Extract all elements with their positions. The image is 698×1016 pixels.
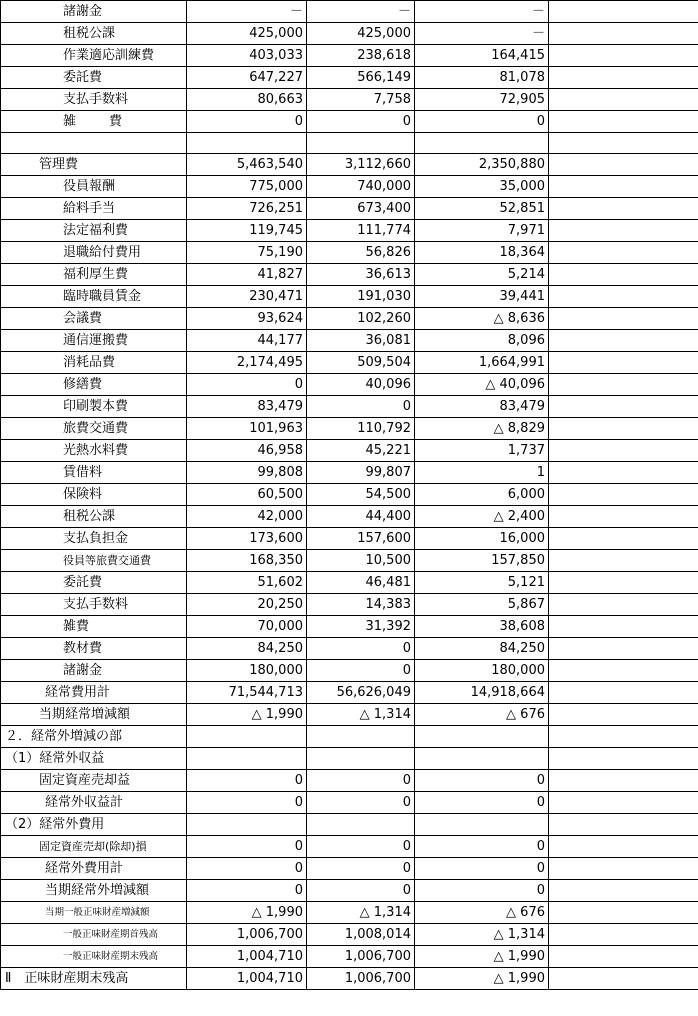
- current-year-cell[interactable]: 51,602: [187, 572, 307, 594]
- prior-year-cell[interactable]: －: [307, 1, 415, 23]
- change-cell[interactable]: 35,000: [415, 176, 549, 198]
- empty-cell[interactable]: [549, 176, 698, 198]
- prior-year-cell[interactable]: [307, 814, 415, 836]
- account-label[interactable]: 保険料: [1, 484, 187, 506]
- prior-year-cell[interactable]: 46,481: [307, 572, 415, 594]
- empty-cell[interactable]: [549, 682, 698, 704]
- prior-year-cell[interactable]: 0: [307, 660, 415, 682]
- table-row: [1, 89, 698, 111]
- empty-cell[interactable]: [549, 133, 698, 154]
- prior-year-cell[interactable]: 0: [307, 111, 415, 133]
- current-year-cell[interactable]: 1,006,700: [187, 924, 307, 946]
- table-row: [1, 968, 698, 990]
- prior-year-cell[interactable]: 40,096: [307, 374, 415, 396]
- empty-cell[interactable]: [549, 770, 698, 792]
- table-row: [1, 308, 698, 330]
- empty-cell[interactable]: [549, 67, 698, 89]
- account-label[interactable]: 当期経常外増減額: [1, 880, 187, 902]
- account-label[interactable]: 当期経常増減額: [1, 704, 187, 726]
- account-label[interactable]: 印刷製本費: [1, 396, 187, 418]
- table-row: [1, 770, 698, 792]
- empty-cell[interactable]: [549, 858, 698, 880]
- prior-year-cell[interactable]: 673,400: [307, 198, 415, 220]
- account-label[interactable]: 経常外費用計: [1, 858, 187, 880]
- empty-cell[interactable]: [549, 594, 698, 616]
- account-label[interactable]: 役員報酬: [1, 176, 187, 198]
- change-cell[interactable]: △ 2,400: [415, 506, 549, 528]
- account-label[interactable]: 光熱水料費: [1, 440, 187, 462]
- empty-cell[interactable]: [549, 968, 698, 990]
- empty-cell[interactable]: [549, 286, 698, 308]
- prior-year-cell[interactable]: 56,626,049: [307, 682, 415, 704]
- empty-cell[interactable]: [549, 330, 698, 352]
- prior-year-cell[interactable]: 102,260: [307, 308, 415, 330]
- account-label[interactable]: 経常外収益計: [1, 792, 187, 814]
- prior-year-cell[interactable]: 157,600: [307, 528, 415, 550]
- prior-year-cell[interactable]: 191,030: [307, 286, 415, 308]
- current-year-cell[interactable]: [187, 814, 307, 836]
- empty-cell[interactable]: [549, 550, 698, 572]
- change-cell[interactable]: 84,250: [415, 638, 549, 660]
- prior-year-cell[interactable]: 1,006,700: [307, 968, 415, 990]
- current-year-cell[interactable]: 230,471: [187, 286, 307, 308]
- empty-cell[interactable]: [549, 264, 698, 286]
- empty-cell[interactable]: [549, 638, 698, 660]
- current-year-cell[interactable]: 0: [187, 374, 307, 396]
- change-cell[interactable]: 164,415: [415, 45, 549, 67]
- change-cell[interactable]: 0: [415, 792, 549, 814]
- table-row: [1, 133, 698, 154]
- account-label[interactable]: 雑費: [1, 616, 187, 638]
- prior-year-cell[interactable]: 54,500: [307, 484, 415, 506]
- change-cell[interactable]: －: [415, 23, 549, 45]
- account-label[interactable]: 雑 費: [1, 111, 187, 133]
- empty-cell[interactable]: [549, 154, 698, 176]
- current-year-cell[interactable]: 83,479: [187, 396, 307, 418]
- account-label[interactable]: （2）経常外費用: [1, 814, 187, 836]
- empty-cell[interactable]: [549, 506, 698, 528]
- current-year-cell[interactable]: 2,174,495: [187, 352, 307, 374]
- current-year-cell[interactable]: 119,745: [187, 220, 307, 242]
- change-cell[interactable]: 2,350,880: [415, 154, 549, 176]
- account-label[interactable]: 一般正味財産期首残高: [1, 924, 187, 946]
- empty-cell[interactable]: [549, 462, 698, 484]
- empty-cell[interactable]: [549, 242, 698, 264]
- empty-cell[interactable]: [549, 792, 698, 814]
- table-row: [1, 880, 698, 902]
- prior-year-cell[interactable]: 566,149: [307, 67, 415, 89]
- empty-cell[interactable]: [549, 418, 698, 440]
- prior-year-cell[interactable]: 56,826: [307, 242, 415, 264]
- empty-cell[interactable]: [549, 660, 698, 682]
- empty-cell[interactable]: [549, 946, 698, 968]
- table-row: [1, 528, 698, 550]
- account-label[interactable]: 役員等旅費交通費: [1, 550, 187, 572]
- account-label[interactable]: 支払負担金: [1, 528, 187, 550]
- account-label[interactable]: 管理費: [1, 154, 187, 176]
- prior-year-cell[interactable]: 0: [307, 792, 415, 814]
- table-row: [1, 23, 698, 45]
- account-label[interactable]: 修繕費: [1, 374, 187, 396]
- change-cell[interactable]: 7,971: [415, 220, 549, 242]
- current-year-cell[interactable]: [187, 726, 307, 748]
- current-year-cell[interactable]: 403,033: [187, 45, 307, 67]
- table-row: [1, 572, 698, 594]
- account-label[interactable]: 固定資産売却(除却)損: [1, 836, 187, 858]
- prior-year-cell[interactable]: △ 1,314: [307, 902, 415, 924]
- table-row: [1, 726, 698, 748]
- empty-cell[interactable]: [549, 1, 698, 23]
- table-row: [1, 176, 698, 198]
- table-row: [1, 616, 698, 638]
- current-year-cell[interactable]: 20,250: [187, 594, 307, 616]
- change-cell[interactable]: 83,479: [415, 396, 549, 418]
- change-cell[interactable]: 8,096: [415, 330, 549, 352]
- prior-year-cell[interactable]: 31,392: [307, 616, 415, 638]
- table-row: [1, 330, 698, 352]
- empty-cell[interactable]: [549, 902, 698, 924]
- current-year-cell[interactable]: 0: [187, 836, 307, 858]
- current-year-cell[interactable]: [187, 748, 307, 770]
- current-year-cell[interactable]: 0: [187, 792, 307, 814]
- change-cell[interactable]: 0: [415, 836, 549, 858]
- prior-year-cell[interactable]: 740,000: [307, 176, 415, 198]
- current-year-cell[interactable]: 60,500: [187, 484, 307, 506]
- table-row: [1, 67, 698, 89]
- table-row: [1, 111, 698, 133]
- account-label[interactable]: （1）経常外収益: [1, 748, 187, 770]
- account-label[interactable]: 退職給付費用: [1, 242, 187, 264]
- table-row: [1, 638, 698, 660]
- statement-rows: [1, 1, 698, 990]
- current-year-cell[interactable]: 726,251: [187, 198, 307, 220]
- current-year-cell[interactable]: 0: [187, 111, 307, 133]
- prior-year-cell[interactable]: 1,008,014: [307, 924, 415, 946]
- prior-year-cell[interactable]: [307, 748, 415, 770]
- current-year-cell[interactable]: △ 1,990: [187, 902, 307, 924]
- account-label[interactable]: 法定福利費: [1, 220, 187, 242]
- empty-cell[interactable]: [549, 726, 698, 748]
- current-year-cell[interactable]: 75,190: [187, 242, 307, 264]
- change-cell[interactable]: △ 8,829: [415, 418, 549, 440]
- account-label[interactable]: 通信運搬費: [1, 330, 187, 352]
- change-cell[interactable]: 5,121: [415, 572, 549, 594]
- change-cell[interactable]: 5,867: [415, 594, 549, 616]
- prior-year-cell[interactable]: 238,618: [307, 45, 415, 67]
- table-row: [1, 748, 698, 770]
- account-label[interactable]: 委託費: [1, 67, 187, 89]
- current-year-cell[interactable]: 647,227: [187, 67, 307, 89]
- account-label[interactable]: 福利厚生費: [1, 264, 187, 286]
- table-row: [1, 660, 698, 682]
- account-label[interactable]: 固定資産売却益: [1, 770, 187, 792]
- empty-cell[interactable]: [549, 484, 698, 506]
- empty-cell[interactable]: [549, 572, 698, 594]
- table-row: [1, 1, 698, 23]
- current-year-cell[interactable]: 84,250: [187, 638, 307, 660]
- empty-cell[interactable]: [549, 89, 698, 111]
- prior-year-cell[interactable]: 111,774: [307, 220, 415, 242]
- current-year-cell[interactable]: 41,827: [187, 264, 307, 286]
- prior-year-cell[interactable]: 0: [307, 638, 415, 660]
- current-year-cell[interactable]: 101,963: [187, 418, 307, 440]
- prior-year-cell[interactable]: 0: [307, 836, 415, 858]
- change-cell[interactable]: △ 1,314: [415, 924, 549, 946]
- prior-year-cell[interactable]: 0: [307, 770, 415, 792]
- table-row: [1, 814, 698, 836]
- account-label[interactable]: [1, 133, 187, 154]
- prior-year-cell[interactable]: 7,758: [307, 89, 415, 111]
- change-cell[interactable]: △ 1,990: [415, 946, 549, 968]
- table-row: [1, 704, 698, 726]
- table-row: [1, 902, 698, 924]
- table-row: [1, 418, 698, 440]
- current-year-cell[interactable]: 46,958: [187, 440, 307, 462]
- current-year-cell[interactable]: 1,004,710: [187, 968, 307, 990]
- current-year-cell[interactable]: 70,000: [187, 616, 307, 638]
- current-year-cell[interactable]: 0: [187, 880, 307, 902]
- table-row: [1, 484, 698, 506]
- table-row: [1, 462, 698, 484]
- prior-year-cell[interactable]: 14,383: [307, 594, 415, 616]
- table-row: [1, 682, 698, 704]
- table-row: [1, 858, 698, 880]
- change-cell[interactable]: 0: [415, 880, 549, 902]
- current-year-cell[interactable]: 425,000: [187, 23, 307, 45]
- table-row: [1, 836, 698, 858]
- current-year-cell[interactable]: 71,544,713: [187, 682, 307, 704]
- prior-year-cell[interactable]: [307, 726, 415, 748]
- empty-cell[interactable]: [549, 704, 698, 726]
- change-cell[interactable]: [415, 133, 549, 154]
- account-label[interactable]: 諸謝金: [1, 660, 187, 682]
- empty-cell[interactable]: [549, 352, 698, 374]
- current-year-cell[interactable]: [187, 133, 307, 154]
- empty-cell[interactable]: [549, 440, 698, 462]
- current-year-cell[interactable]: 80,663: [187, 89, 307, 111]
- prior-year-cell[interactable]: 0: [307, 880, 415, 902]
- table-row: [1, 396, 698, 418]
- change-cell[interactable]: 1,737: [415, 440, 549, 462]
- prior-year-cell[interactable]: 10,500: [307, 550, 415, 572]
- prior-year-cell[interactable]: 1,006,700: [307, 946, 415, 968]
- prior-year-cell[interactable]: 425,000: [307, 23, 415, 45]
- account-label[interactable]: 支払手数料: [1, 594, 187, 616]
- empty-cell[interactable]: [549, 220, 698, 242]
- change-cell[interactable]: △ 1,990: [415, 968, 549, 990]
- change-cell[interactable]: [415, 726, 549, 748]
- change-cell[interactable]: △ 40,096: [415, 374, 549, 396]
- empty-cell[interactable]: [549, 924, 698, 946]
- current-year-cell[interactable]: 180,000: [187, 660, 307, 682]
- change-cell[interactable]: 0: [415, 770, 549, 792]
- change-cell[interactable]: 1,664,991: [415, 352, 549, 374]
- account-label[interactable]: 当期一般正味財産増減額: [1, 902, 187, 924]
- change-cell[interactable]: △ 8,636: [415, 308, 549, 330]
- prior-year-cell[interactable]: 36,081: [307, 330, 415, 352]
- account-label[interactable]: 賃借料: [1, 462, 187, 484]
- empty-cell[interactable]: [549, 396, 698, 418]
- prior-year-cell[interactable]: △ 1,314: [307, 704, 415, 726]
- current-year-cell[interactable]: △ 1,990: [187, 704, 307, 726]
- account-label[interactable]: 消耗品費: [1, 352, 187, 374]
- change-cell[interactable]: 14,918,664: [415, 682, 549, 704]
- current-year-cell[interactable]: 168,350: [187, 550, 307, 572]
- table-row: [1, 286, 698, 308]
- empty-cell[interactable]: [549, 374, 698, 396]
- account-label[interactable]: 経常費用計: [1, 682, 187, 704]
- account-label[interactable]: 租税公課: [1, 23, 187, 45]
- prior-year-cell[interactable]: [307, 133, 415, 154]
- account-label[interactable]: 教材費: [1, 638, 187, 660]
- prior-year-cell[interactable]: 110,792: [307, 418, 415, 440]
- table-row: [1, 264, 698, 286]
- change-cell[interactable]: 157,850: [415, 550, 549, 572]
- current-year-cell[interactable]: 44,177: [187, 330, 307, 352]
- change-cell[interactable]: 16,000: [415, 528, 549, 550]
- account-label[interactable]: 旅費交通費: [1, 418, 187, 440]
- change-cell[interactable]: 52,851: [415, 198, 549, 220]
- prior-year-cell[interactable]: 3,112,660: [307, 154, 415, 176]
- change-cell[interactable]: [415, 748, 549, 770]
- current-year-cell[interactable]: 99,808: [187, 462, 307, 484]
- table-row: [1, 550, 698, 572]
- account-label[interactable]: 作業適応訓練費: [1, 45, 187, 67]
- account-label[interactable]: 臨時職員賃金: [1, 286, 187, 308]
- empty-cell[interactable]: [549, 814, 698, 836]
- current-year-cell[interactable]: －: [187, 1, 307, 23]
- table-row: [1, 45, 698, 67]
- table-row: [1, 440, 698, 462]
- current-year-cell[interactable]: 0: [187, 770, 307, 792]
- table-row: [1, 374, 698, 396]
- prior-year-cell[interactable]: 36,613: [307, 264, 415, 286]
- account-label[interactable]: Ⅱ 正味財産期末残高: [1, 968, 187, 990]
- table-row: [1, 594, 698, 616]
- table-row: [1, 352, 698, 374]
- change-cell[interactable]: 0: [415, 858, 549, 880]
- account-label[interactable]: 会議費: [1, 308, 187, 330]
- change-cell[interactable]: 38,608: [415, 616, 549, 638]
- change-cell[interactable]: [415, 814, 549, 836]
- change-cell[interactable]: 6,000: [415, 484, 549, 506]
- account-label[interactable]: 諸謝金: [1, 1, 187, 23]
- change-cell[interactable]: 180,000: [415, 660, 549, 682]
- prior-year-cell[interactable]: 0: [307, 396, 415, 418]
- empty-cell[interactable]: [549, 880, 698, 902]
- prior-year-cell[interactable]: 45,221: [307, 440, 415, 462]
- current-year-cell[interactable]: 1,004,710: [187, 946, 307, 968]
- change-cell[interactable]: 5,214: [415, 264, 549, 286]
- empty-cell[interactable]: [549, 23, 698, 45]
- empty-cell[interactable]: [549, 528, 698, 550]
- account-label[interactable]: 委託費: [1, 572, 187, 594]
- empty-cell[interactable]: [549, 308, 698, 330]
- current-year-cell[interactable]: 42,000: [187, 506, 307, 528]
- table-row: [1, 198, 698, 220]
- change-cell[interactable]: △ 676: [415, 704, 549, 726]
- table-row: [1, 242, 698, 264]
- table-row: [1, 792, 698, 814]
- empty-cell[interactable]: [549, 748, 698, 770]
- current-year-cell[interactable]: 173,600: [187, 528, 307, 550]
- empty-cell[interactable]: [549, 45, 698, 67]
- table-row: [1, 946, 698, 968]
- change-cell[interactable]: 0: [415, 111, 549, 133]
- account-label[interactable]: 一般正味財産期末残高: [1, 946, 187, 968]
- account-label[interactable]: 租税公課: [1, 506, 187, 528]
- change-cell[interactable]: 72,905: [415, 89, 549, 111]
- change-cell[interactable]: 39,441: [415, 286, 549, 308]
- change-cell[interactable]: －: [415, 1, 549, 23]
- account-label[interactable]: 給料手当: [1, 198, 187, 220]
- empty-cell[interactable]: [549, 111, 698, 133]
- table-row: [1, 220, 698, 242]
- empty-cell[interactable]: [549, 616, 698, 638]
- empty-cell[interactable]: [549, 836, 698, 858]
- account-label[interactable]: 支払手数料: [1, 89, 187, 111]
- prior-year-cell[interactable]: 44,400: [307, 506, 415, 528]
- change-cell[interactable]: 1: [415, 462, 549, 484]
- current-year-cell[interactable]: 93,624: [187, 308, 307, 330]
- change-cell[interactable]: △ 676: [415, 902, 549, 924]
- current-year-cell[interactable]: 0: [187, 858, 307, 880]
- account-label[interactable]: ２．経常外増減の部: [1, 726, 187, 748]
- current-year-cell[interactable]: 775,000: [187, 176, 307, 198]
- table-row: [1, 924, 698, 946]
- prior-year-cell[interactable]: 0: [307, 858, 415, 880]
- empty-cell[interactable]: [549, 198, 698, 220]
- table-row: [1, 506, 698, 528]
- change-cell[interactable]: 81,078: [415, 67, 549, 89]
- current-year-cell[interactable]: 5,463,540: [187, 154, 307, 176]
- prior-year-cell[interactable]: 509,504: [307, 352, 415, 374]
- prior-year-cell[interactable]: 99,807: [307, 462, 415, 484]
- change-cell[interactable]: 18,364: [415, 242, 549, 264]
- table-row: [1, 154, 698, 176]
